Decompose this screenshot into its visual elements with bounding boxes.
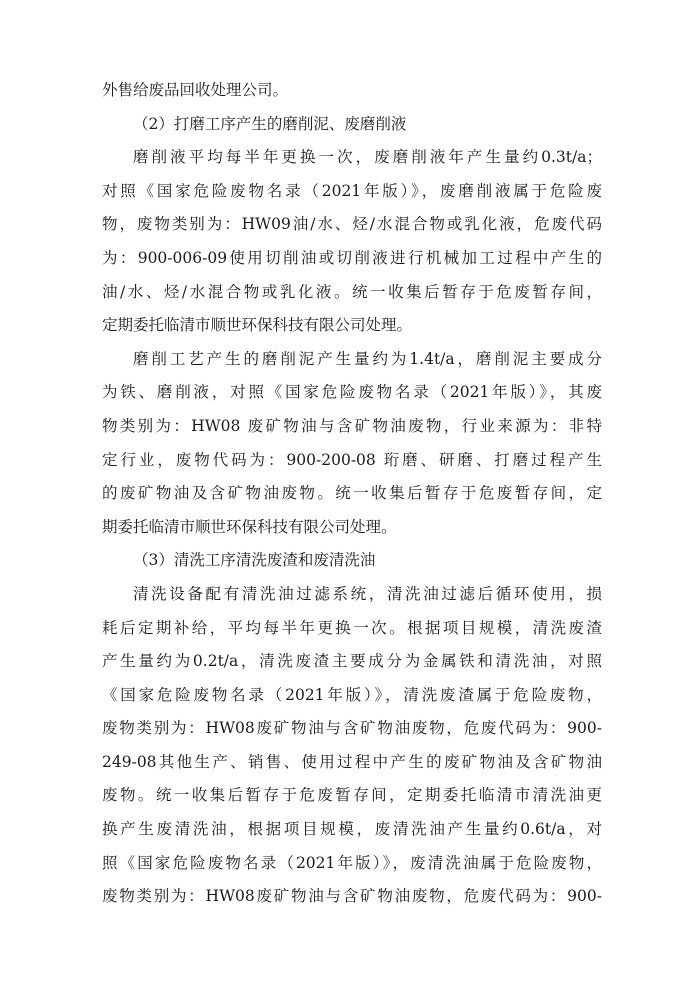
text-line: 废物类别为：HW08废矿物油与含矿物油废物，危废代码为：900- (102, 887, 602, 906)
text-line: 物，废物类别为：HW09油/水、烃/水混合物或乳化液，危废代码 (102, 215, 602, 234)
text-line: 期委托临清市顺世环保科技有限公司处理。 (102, 517, 397, 536)
document-body (102, 74, 602, 914)
paragraph-continuation (102, 74, 602, 108)
paragraph-grinding-fluid (102, 141, 602, 343)
text-line: 照《国家危险废物名录（2021年版）》，废清洗油属于危险废物， (102, 853, 602, 872)
text-line: 《国家危险废物名录（2021年版）》，清洗废渣属于危险废物， (102, 685, 602, 704)
text-line: 废物类别为：HW08废矿物油与含矿物油废物，危废代码为：900- (102, 719, 602, 738)
paragraph-cleaning-waste (102, 578, 602, 914)
text-line: 定期委托临清市顺世环保科技有限公司处理。 (102, 316, 413, 335)
paragraph-grinding-sludge (102, 343, 602, 545)
text-line: 249-08其他生产、销售、使用过程中产生的废矿物油及含矿物油 (102, 752, 602, 771)
text-line: 定行业，废物代码为：900-200-08 珩磨、研磨、打磨过程产生 (102, 450, 602, 469)
text-line: 物类别为：HW08 废矿物油与含矿物油废物，行业来源为：非特 (102, 416, 602, 435)
text-line: 油/水、烃/水混合物或乳化液。统一收集后暂存于危废暂存间， (102, 282, 602, 301)
section-heading: （2）打磨工序产生的磨削泥、废磨削液 (133, 114, 407, 133)
text-line: 的废矿物油及含矿物油废物。统一收集后暂存于危废暂存间，定 (102, 484, 602, 503)
text-line: 外售给废品回收处理公司。 (102, 81, 289, 99)
text-line: 耗后定期补给，平均每半年更换一次。根据项目规模，清洗废渣 (102, 618, 602, 637)
text-line: 对照《国家危险废物名录（2021年版）》，废磨削液属于危险废 (102, 181, 602, 200)
section-heading-cleaning (102, 544, 602, 578)
text-line: 清洗设备配有清洗油过滤系统，清洗油过滤后循环使用，损 (133, 584, 602, 603)
text-line: 磨削工艺产生的磨削泥产生量约为1.4t/a，磨削泥主要成分 (133, 349, 602, 368)
text-line: 换产生废清洗油，根据项目规模，废清洗油产生量约0.6t/a，对 (102, 820, 602, 839)
text-line: 产生量约为0.2t/a，清洗废渣主要成分为金属铁和清洗油，对照 (102, 652, 602, 671)
text-line: 废物。统一收集后暂存于危废暂存间，定期委托临清市清洗油更 (102, 786, 602, 805)
section-heading: （3）清洗工序清洗废渣和废清洗油 (133, 551, 376, 570)
text-line: 磨削液平均每半年更换一次，废磨削液年产生量约0.3t/a； (133, 148, 602, 167)
section-heading-grinding (102, 108, 602, 142)
text-line: 为铁、磨削液，对照《国家危险废物名录（2021年版）》，其废 (102, 383, 602, 402)
text-line: 为：900-006-09使用切削油或切削液进行机械加工过程中产生的 (102, 248, 602, 267)
